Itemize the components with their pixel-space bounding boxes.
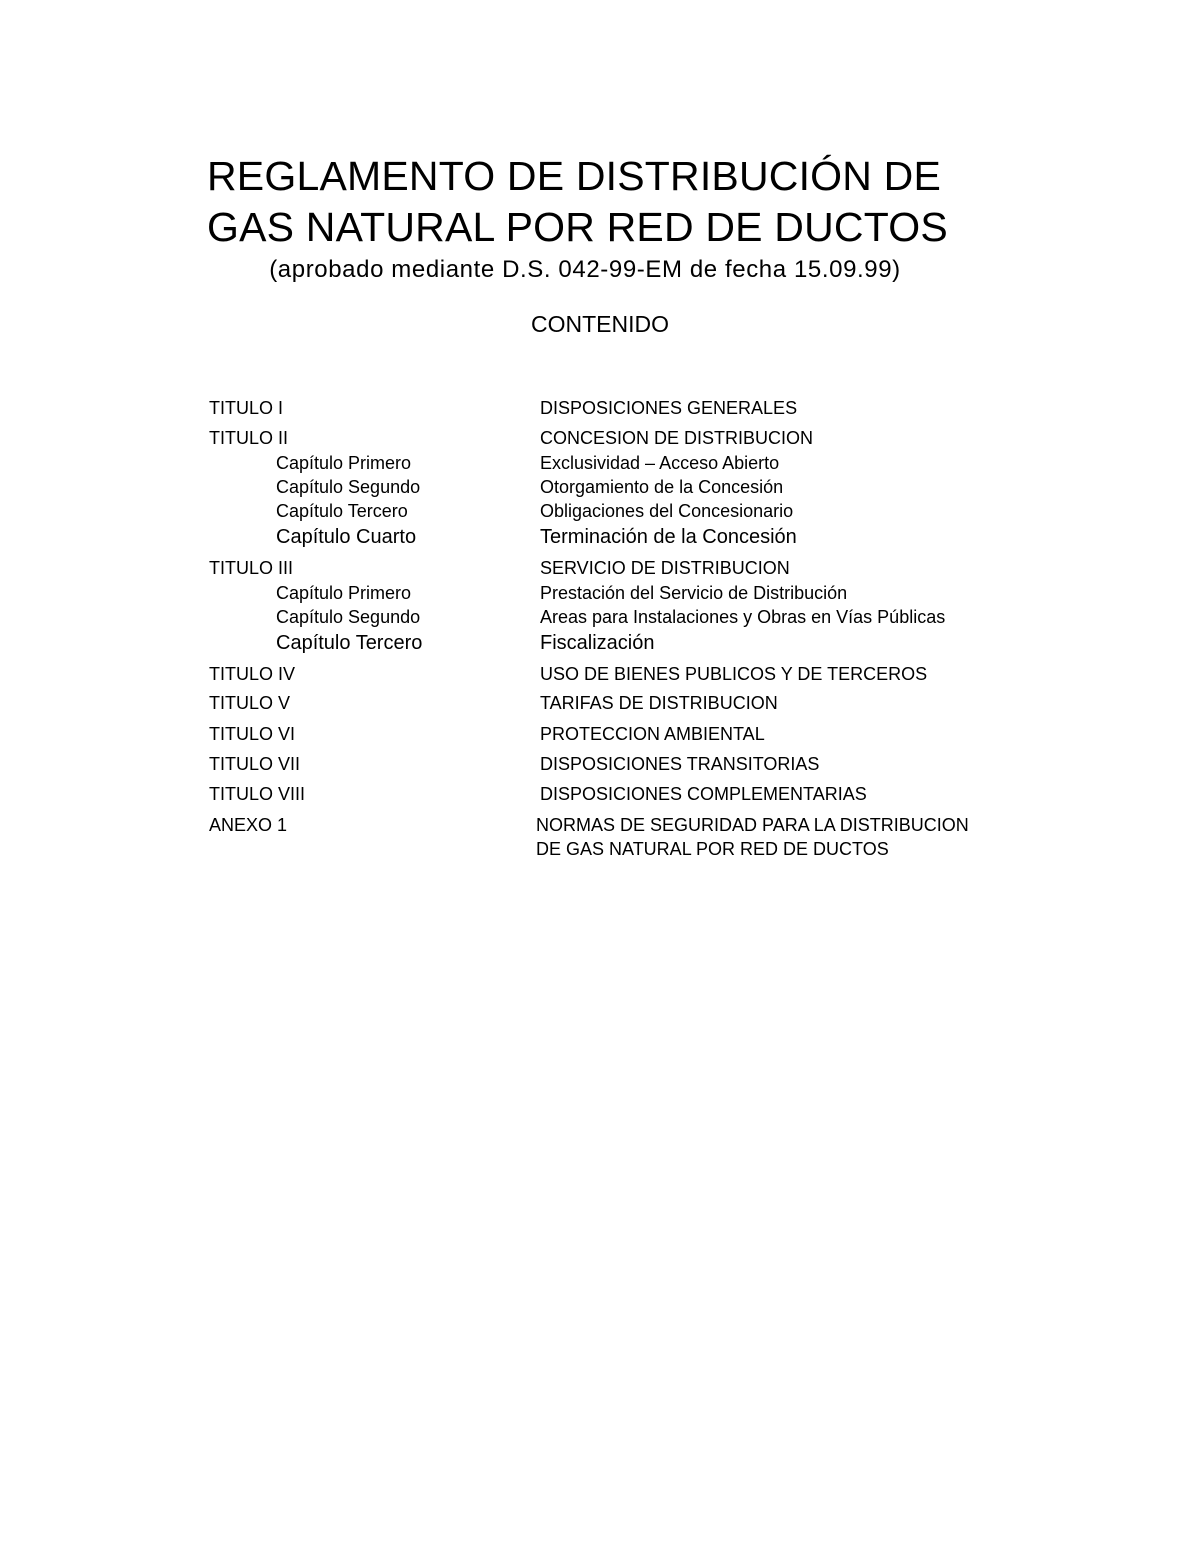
toc-chapter-description: Exclusividad – Acceso Abierto (540, 453, 780, 473)
toc-entry-description: CONCESION DE DISTRIBUCION (540, 428, 814, 448)
toc-chapter-label: Capítulo Tercero (276, 501, 408, 521)
document-title-line-2: GAS NATURAL POR RED DE DUCTOS (207, 204, 948, 250)
toc-entry-label: TITULO V (209, 693, 291, 713)
toc-chapter-label: Capítulo Segundo (276, 607, 421, 627)
toc-entry-label: ANEXO 1 (209, 815, 288, 835)
toc-chapter-description: Fiscalización (540, 632, 655, 654)
toc-entry-description: USO DE BIENES PUBLICOS Y DE TERCEROS (540, 664, 928, 684)
document-title-line-1: REGLAMENTO DE DISTRIBUCIÓN DE (207, 153, 942, 199)
toc-chapter-label: Capítulo Primero (276, 453, 412, 473)
toc-entry-description-continued: DE GAS NATURAL POR RED DE DUCTOS (536, 839, 889, 859)
toc-chapter-description: Areas para Instalaciones y Obras en Vías Públicas (540, 607, 946, 627)
toc-entry-description: TARIFAS DE DISTRIBUCION (540, 693, 778, 713)
toc-entry-label: TITULO I (209, 398, 284, 418)
toc-chapter-description: Obligaciones del Concesionario (540, 501, 794, 521)
toc-chapter-label: Capítulo Segundo (276, 477, 421, 497)
toc-entry-label: TITULO II (209, 428, 289, 448)
toc-entry-label: TITULO IV (209, 664, 296, 684)
toc-chapter-label: Capítulo Cuarto (276, 526, 417, 548)
toc-entry-label: TITULO III (209, 558, 294, 578)
toc-entry-description: DISPOSICIONES TRANSITORIAS (540, 754, 820, 774)
toc-chapter-description: Prestación del Servicio de Distribución (540, 583, 848, 603)
toc-chapter-description: Otorgamiento de la Concesión (540, 477, 784, 497)
toc-entry-label: TITULO VII (209, 754, 301, 774)
toc-entry-description: NORMAS DE SEGURIDAD PARA LA DISTRIBUCION (536, 815, 969, 835)
toc-entry-label: TITULO VIII (209, 784, 306, 804)
toc-entry-description: DISPOSICIONES GENERALES (540, 398, 798, 418)
toc-chapter-label: Capítulo Tercero (276, 632, 423, 654)
toc-entry-label: TITULO VI (209, 724, 296, 744)
contents-heading: CONTENIDO (531, 311, 669, 337)
document-subtitle: (aprobado mediante D.S. 042-99-EM de fecha 15.09.99) (269, 256, 901, 283)
toc-chapter-description: Terminación de la Concesión (540, 526, 797, 548)
toc-entry-description: DISPOSICIONES COMPLEMENTARIAS (540, 784, 867, 804)
toc-entry-description: PROTECCION AMBIENTAL (540, 724, 765, 744)
toc-chapter-label: Capítulo Primero (276, 583, 412, 603)
toc-entry-description: SERVICIO DE DISTRIBUCION (540, 558, 790, 578)
